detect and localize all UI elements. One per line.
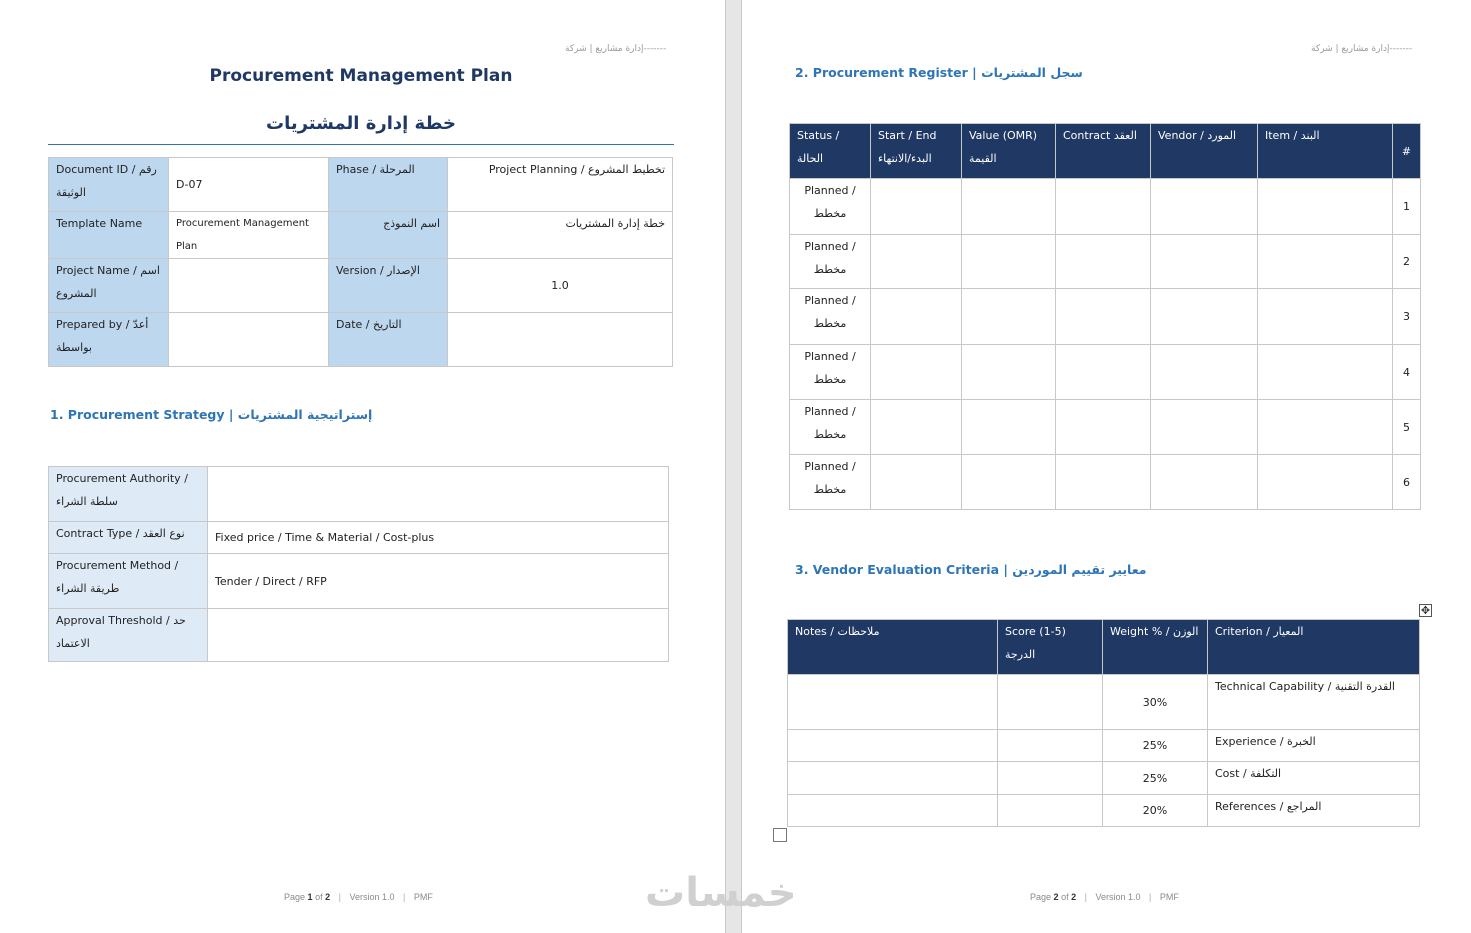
strategy-label: Contract Type / نوع العقد xyxy=(49,522,208,554)
header-note: إدارة مشاريع | شركة------- xyxy=(565,44,667,54)
info-label: Date / التاريخ xyxy=(329,313,448,367)
table-row xyxy=(790,455,1421,510)
cell[interactable] xyxy=(962,400,1056,455)
table-row xyxy=(788,675,1420,730)
cell[interactable] xyxy=(1056,289,1151,345)
table-row xyxy=(790,345,1421,400)
document-page-1 xyxy=(0,0,725,933)
column-header: Status / الحالة xyxy=(790,124,871,179)
row-number: 4 xyxy=(1393,345,1421,400)
footer-of-word: of xyxy=(315,892,323,902)
cell[interactable] xyxy=(1056,400,1151,455)
footer-code: PMF xyxy=(413,892,433,902)
section-heading-strategy: 1. Procurement Strategy | إستراتيجية المشتريات xyxy=(50,407,373,422)
cell[interactable] xyxy=(962,289,1056,345)
cell[interactable] xyxy=(962,235,1056,289)
cell[interactable] xyxy=(1151,455,1258,510)
score-cell[interactable] xyxy=(998,762,1103,795)
column-header: Weight % / الوزن xyxy=(1103,620,1208,675)
column-header: Criterion / المعيار xyxy=(1208,620,1420,675)
checkbox-icon[interactable] xyxy=(773,828,787,842)
weight-cell[interactable]: 25% xyxy=(1103,730,1208,762)
cell[interactable] xyxy=(1056,179,1151,235)
row-number: 1 xyxy=(1393,179,1421,235)
page-gutter xyxy=(725,0,742,933)
column-header: Value (OMR) القيمة xyxy=(962,124,1056,179)
row-number: 2 xyxy=(1393,235,1421,289)
cell[interactable] xyxy=(962,455,1056,510)
info-value[interactable]: خطة إدارة المشتريات xyxy=(448,212,673,259)
cell[interactable] xyxy=(1258,455,1393,510)
cell[interactable] xyxy=(1056,455,1151,510)
info-value[interactable] xyxy=(169,313,329,367)
cell[interactable] xyxy=(1151,400,1258,455)
column-header: Vendor / المورد xyxy=(1151,124,1258,179)
strategy-table xyxy=(48,466,669,662)
score-cell[interactable] xyxy=(998,675,1103,730)
column-header: Score (1-5) الدرجة xyxy=(998,620,1103,675)
cell[interactable] xyxy=(1258,179,1393,235)
table-row xyxy=(790,289,1421,345)
cell[interactable] xyxy=(1056,235,1151,289)
status-cell[interactable]: Planned / مخطط xyxy=(790,400,871,455)
row-number: 3 xyxy=(1393,289,1421,345)
cell[interactable] xyxy=(1151,235,1258,289)
info-label: Template Name xyxy=(49,212,169,259)
strategy-value[interactable] xyxy=(208,609,669,662)
column-header: Start / End البدء/الانتهاء xyxy=(871,124,962,179)
info-label: Prepared by / أعدّ بواسطة xyxy=(49,313,169,367)
register-header-row xyxy=(790,124,1421,179)
notes-cell[interactable] xyxy=(788,795,998,827)
cell[interactable] xyxy=(1151,289,1258,345)
strategy-label: Procurement Method / طريقة الشراء xyxy=(49,554,208,609)
info-value[interactable]: Procurement Management Plan xyxy=(169,212,329,259)
row-number: 5 xyxy=(1393,400,1421,455)
info-label: Phase / المرحلة xyxy=(329,158,448,212)
column-header: # xyxy=(1393,124,1421,179)
notes-cell[interactable] xyxy=(788,730,998,762)
column-header: Contract العقد xyxy=(1056,124,1151,179)
cell[interactable] xyxy=(1151,179,1258,235)
table-row xyxy=(790,400,1421,455)
footer-page-num: 1 xyxy=(307,892,313,902)
column-header: Item / البند xyxy=(1258,124,1393,179)
cell[interactable] xyxy=(1258,345,1393,400)
criterion-cell: References / المراجع xyxy=(1208,795,1420,827)
info-value[interactable] xyxy=(169,259,329,313)
section-heading-vendor: 3. Vendor Evaluation Criteria | معايير تقييم الموردين xyxy=(795,562,1147,577)
weight-cell[interactable]: 25% xyxy=(1103,762,1208,795)
strategy-label: Procurement Authority / سلطة الشراء xyxy=(49,467,208,522)
strategy-value[interactable]: Tender / Direct / RFP xyxy=(208,554,669,609)
cell[interactable] xyxy=(1056,345,1151,400)
info-row xyxy=(49,259,673,313)
section-heading-register: 2. Procurement Register | سجل المشتريات xyxy=(795,65,1083,80)
status-cell[interactable]: Planned / مخطط xyxy=(790,235,871,289)
cell[interactable] xyxy=(871,235,962,289)
cell[interactable] xyxy=(1258,235,1393,289)
info-table xyxy=(48,157,673,367)
strategy-row xyxy=(49,609,669,662)
move-cross-icon[interactable]: ✥ xyxy=(1420,604,1431,617)
header-note: إدارة مشاريع | شركة------- xyxy=(1311,44,1413,54)
page-footer-2: Page 2 of 2 | Version 1.0 | PMF xyxy=(1030,892,1179,902)
document-page-2 xyxy=(742,0,1471,933)
table-row xyxy=(790,179,1421,235)
info-label: Document ID / رقم الوثيقة xyxy=(49,158,169,212)
weight-cell[interactable]: 20% xyxy=(1103,795,1208,827)
criterion-cell: Technical Capability / القدرة التقنية xyxy=(1208,675,1420,730)
cell[interactable] xyxy=(871,400,962,455)
strategy-row xyxy=(49,554,669,609)
cell[interactable] xyxy=(871,455,962,510)
notes-cell[interactable] xyxy=(788,675,998,730)
footer-page-word: Page xyxy=(284,892,306,902)
footer-page-total: 2 xyxy=(1071,892,1077,902)
footer-version: Version 1.0 xyxy=(349,892,395,902)
table-row xyxy=(790,235,1421,289)
title-arabic: خطة إدارة المشتريات xyxy=(266,113,456,134)
strategy-label: Approval Threshold / حد الاعتماد xyxy=(49,609,208,662)
info-row xyxy=(49,158,673,212)
info-label: Version / الإصدار xyxy=(329,259,448,313)
info-value[interactable]: Project Planning / تخطيط المشروع xyxy=(448,158,673,212)
register-table xyxy=(789,123,1421,510)
strategy-row xyxy=(49,467,669,522)
criteria-header-row xyxy=(788,620,1420,675)
cell[interactable] xyxy=(1151,345,1258,400)
table-row xyxy=(788,730,1420,762)
footer-page-word: Page xyxy=(1030,892,1052,902)
info-value[interactable]: 1.0 xyxy=(448,259,673,313)
strategy-row xyxy=(49,522,669,554)
info-row xyxy=(49,212,673,259)
info-row xyxy=(49,313,673,367)
criterion-cell: Cost / التكلفة xyxy=(1208,762,1420,795)
footer-of-word: of xyxy=(1061,892,1069,902)
score-cell[interactable] xyxy=(998,730,1103,762)
info-label: اسم النموذج xyxy=(329,212,448,259)
watermark-logo: خمسات xyxy=(645,870,797,916)
vendor-criteria-table xyxy=(787,619,1420,827)
cell[interactable] xyxy=(1258,289,1393,345)
status-cell[interactable]: Planned / مخطط xyxy=(790,345,871,400)
notes-cell[interactable] xyxy=(788,762,998,795)
page-footer-1: Page 1 of 2 | Version 1.0 | PMF xyxy=(284,892,433,902)
footer-code: PMF xyxy=(1159,892,1179,902)
table-row xyxy=(788,762,1420,795)
cell[interactable] xyxy=(871,345,962,400)
strategy-value[interactable] xyxy=(208,467,669,522)
cell[interactable] xyxy=(871,289,962,345)
info-label: Project Name / اسم المشروع xyxy=(49,259,169,313)
footer-version: Version 1.0 xyxy=(1095,892,1141,902)
score-cell[interactable] xyxy=(998,795,1103,827)
column-header: Notes / ملاحظات xyxy=(788,620,998,675)
cell[interactable] xyxy=(962,345,1056,400)
status-cell[interactable]: Planned / مخطط xyxy=(790,455,871,510)
status-cell[interactable]: Planned / مخطط xyxy=(790,179,871,235)
row-number: 6 xyxy=(1393,455,1421,510)
strategy-value[interactable]: Fixed price / Time & Material / Cost-plus xyxy=(208,522,669,554)
criterion-cell: Experience / الخبرة xyxy=(1208,730,1420,762)
title-english: Procurement Management Plan xyxy=(209,66,513,86)
title-rule xyxy=(48,144,674,145)
footer-page-total: 2 xyxy=(325,892,331,902)
cell[interactable] xyxy=(1258,400,1393,455)
weight-cell[interactable]: 30% xyxy=(1103,675,1208,730)
cell[interactable] xyxy=(871,179,962,235)
info-value[interactable]: D-07 xyxy=(169,158,329,212)
table-row xyxy=(788,795,1420,827)
status-cell[interactable]: Planned / مخطط xyxy=(790,289,871,345)
info-value[interactable] xyxy=(448,313,673,367)
cell[interactable] xyxy=(962,179,1056,235)
footer-page-num: 2 xyxy=(1053,892,1059,902)
